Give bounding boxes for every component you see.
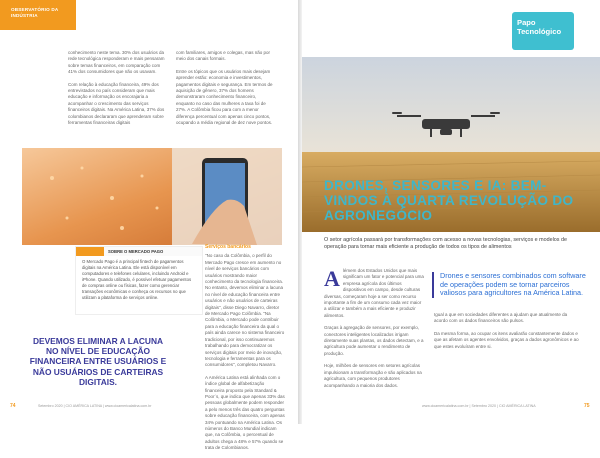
page-number: 74 [10,403,16,409]
subheading: Serviços bancários [205,244,251,250]
paragraph: "No caso da Colômbia, o perfil do Mercado Pago cresce em aumento no nível de serviços bancários com usuários mostrando maior conhecimento da tecnologia financeira. No entanto, devemos eliminar a lacuna no nível de educação financeira entre usuários e não usuários de carteiras digitais", disse Diego Navarro, diretor de Mercado Pago Colômbia. "Na Colômbia, o Mercado pode contribuir para a educação financeira da qual o país ainda carece no sistema financeiro tradicional, por isso continuaremos trabalhando para democratizar os serviços digitais por meio de inovação, tecnologia e ferramentas para os consumidores", completou Navarro. [205,253,285,368]
paragraph: conhecimento neste tema. 30% dos usuários da rede tecnológica responderam e mais pensaram sobre temas financeiros, em comparação com 41% dos consumidores que não os usavam. [68,50,165,75]
sidebox-text: O Mercado Pago é a principal fintech de pagamentos digitais na América Latina. Ele está disponível em computadores e telefones celulares, incluindo Android e iPhone. Quando utilizado, é possível efetuar pagamentos de compras online ou físicas, fazer como gerenciar transações econômicas e conheça os recursos no que utilizam a plataforma de serviços online. [82,259,192,300]
right-page [302,0,600,424]
left-page [0,0,298,451]
section-tab [0,0,76,30]
page-footer: Setembro 2020 | CIO AMÉRICA LATINA | www.cioamericalatina.com.br [38,404,152,408]
right-column-2 [434,312,580,356]
paragraph: A América Latina está alinhada com o índice global de alfabetização financeira proposto pela Standard & Poor´s, que indica que apenas 33% das pessoas globalmente podem responder a pelo menos três das quatro perguntas sobre educação financeira, com apenas 34% pontuando na América Latina. Os números do Banco Mundial indicam que, na Colômbia, o percentual de adultos chega a 48% e 57% quando se trata de Colombianos. [205,374,285,451]
article-title: DRONES, SENSORES E IA: BEM-VINDOS À QUARTA REVOLUÇÃO DO AGRONEGÓCIO [324,178,574,223]
drop-cap: A [324,266,340,291]
page-number: 75 [584,403,590,409]
papo-tecnologico-logo [512,12,574,50]
right-column-1 [324,268,424,395]
article-lead: O setor agrícola passará por transformações com acesso a novas tecnologias, serviços e modelos de operação para tornar mais eficiente a produção de todos os tipos de alimentos [324,237,567,250]
paragraph: Da mesma forma, ao ocupar os itens avaliarão constantemente dados e que as afetam os agentes envolvidos, graças a dados agronômicos e ao que estes evoluíram entre si. [434,330,579,349]
pull-quote [432,272,586,298]
paragraph: com familiares, amigos e colegas, mas não por meio dos canais formais. [176,50,271,62]
phone-payment-photo [22,148,282,245]
left-column-1 [68,50,168,132]
paragraph: Graças à agregação de sensores, por exemplo, conectores inteligentes localizados irrigam diretamente suas plantas, os dados detectam, e a agricultura pode aumentar o rendimento de produção. [324,325,424,356]
paragraph: lémem dos Estados Unidos que mais significam um fator e potencial para uma empresa agrícola dos últimos dispositivos em campo, desde culturas diversas, começaram hoje a ser como recurso importante a fim de um consumo cada vez maior a utilizar e também a mais eficiente e produzir alimentos. [324,268,424,318]
paragraph: Hoje, milhões de sensores em setores agrícolas impulsionam a transformação e são aplicados na agricultura, com pequenos produtores acompanhando a maioria dos dados. [324,363,422,388]
paragraph: Com relação à educação financeira, 49% dos entrevistados no país consideram que mais educação e informação os encorajaria a acompanhar o crescimento das serviços financeiros digitais. Na América Latina, 37% dos colombianos declararam que aprenderam sobre ferramentas financeiras digitais [68,81,165,126]
section-tab-label: OBSERVATÓRIO DA INDÚSTRIA [11,7,59,18]
about-mercado-pago-box [75,246,203,315]
logo-text: Papo Tecnológico [517,18,562,36]
page-footer: www.cioamericalatina.com.br | Setembro 2020 | CIO AMÉRICA LATINA [422,404,536,408]
paragraph: Entre os tópicos que os usuários mais desejam aprender estão: economia e investimentos, pagamentos digitais e segurança. Em termos de aquisição de gênero, 37% dos homens demonstraram conhecimento financeiro, enquanto no caso das mulheres a taxa foi de 27%. A Colômbia ficou para com a menor diferença percentual com apenas cinco pontos, ocupando a média regional de dez nove pontos. [176,68,273,126]
sidebox-title: SOBRE O MERCADO PAGO [76,247,202,256]
pull-quote-text: Drones e sensores combinados com software de operações podem se tornar parceiros valiosos para agricultores na América Latina. [440,271,586,298]
left-column-3 [205,244,285,458]
left-column-2 [176,50,276,132]
paragraph: Igual a que em sociedades diferentes a ajudam que atualmente da acordo com os dados financeiros são pulsos. [434,312,568,324]
pull-quote: DEVEMOS ELIMINAR A LACUNA NO NÍVEL DE EDUCAÇÃO FINANCEIRA ENTRE USUÁRIOS E NÃO USUÁRIOS DE CARTEIRAS DIGITAIS. [29,336,167,387]
